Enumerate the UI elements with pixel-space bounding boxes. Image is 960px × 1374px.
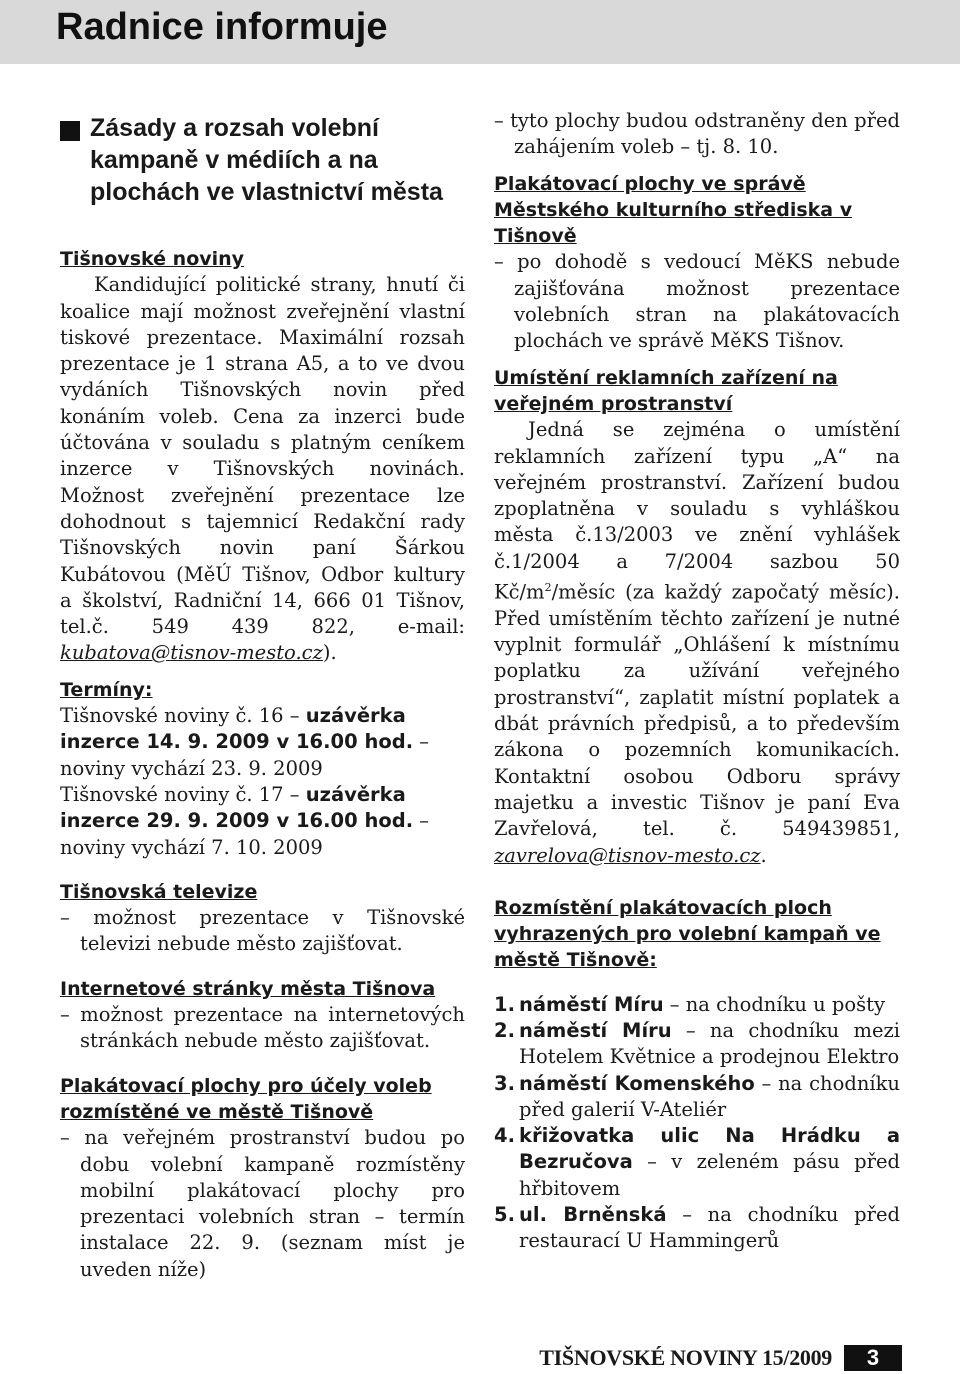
internet-text: – možnost prezentace na internetových stránkách nebude město zajišťovat. xyxy=(60,1003,465,1053)
plakaty-text: – na veřejném prostranství budou po dobu volební kampaně rozmístěny mobilní plakátovací plochy pro prezentaci volebních stran – termín instalace 22. 9. (seznam míst je uveden níže) xyxy=(60,1126,465,1281)
location-place: náměstí Míru xyxy=(519,1019,672,1042)
page-footer xyxy=(539,1344,902,1372)
noviny-paragraph xyxy=(60,272,465,666)
section-title-plakaty: Plakátovací plochy pro účely voleb rozmístěné ve městě Tišnově xyxy=(60,1074,432,1123)
televize-text: – možnost prezentace v Tišnovské televizi nebude město zajišťovat. xyxy=(60,906,465,956)
section-title-rozmisteni: Rozmístění plakátovacích ploch vyhrazených pro volební kampaň ve městě Tišnově: xyxy=(494,896,881,972)
reklama-text-cont: /měsíc (za každý započatý měsíc). Před umístěním těchto zařízení je nutné vyplnit formulář „Ohlášení k místnímu poplatku za užívání veřejného prostranství“, zaplatit místní poplatek a dbát právních předpisů, a to především zákona o pozemních komunikacích. Kontaktní osobou Odboru správy majetku a investic Tišnov je paní Eva Zavřelová, tel. č. 549439851, xyxy=(494,580,900,841)
location-desc: – na chodníku u pošty xyxy=(663,992,886,1016)
list-number: 2. xyxy=(494,1019,515,1042)
right-column xyxy=(494,108,900,1255)
list-number: 3. xyxy=(494,1071,515,1095)
square-bullet-icon xyxy=(60,121,80,141)
noviny-text-end: ). xyxy=(322,641,337,665)
page-title: Radnice informuje xyxy=(56,6,388,48)
section-title-noviny: Tišnovské noviny xyxy=(60,248,245,270)
list-item xyxy=(494,1018,900,1071)
termin-deadline: uzávěrka inzerce 29. 9. 2009 v 16.00 hod. xyxy=(60,782,414,833)
list-item xyxy=(494,992,900,1018)
list-item xyxy=(494,1071,900,1124)
termin-release: – noviny vychází 7. 10. 2009 xyxy=(60,809,430,859)
location-place: náměstí Míru xyxy=(519,992,664,1016)
location-list xyxy=(494,992,900,1255)
page-header xyxy=(0,0,960,64)
location-place: křižovatka ulic Na Hrádku a Bezručova xyxy=(519,1124,900,1174)
reklama-text: Jedná se zejména o umístění reklamních zařízení typu „A“ na veřejném prostranství. Zařízení budou zpoplatněna v souladu s vyhláškou města č.13/2003 ve znění vyhlášek č.1/2004 a 7/2004 sazbou 50 Kč/m xyxy=(494,418,900,604)
list-item xyxy=(494,1123,900,1202)
section-title-reklama: Umístění reklamních zařízení na veřejném prostranství xyxy=(494,366,838,415)
page-number: 3 xyxy=(844,1345,902,1371)
section-title-internet: Internetové stránky města Tišnova xyxy=(60,977,436,1000)
reklama-text-end: . xyxy=(760,843,767,867)
termin-item xyxy=(60,782,465,861)
location-place: ul. Brněnská xyxy=(519,1203,667,1227)
termin-release: – noviny vychází 23. 9. 2009 xyxy=(60,730,430,780)
article-heading xyxy=(60,112,465,208)
list-number: 4. xyxy=(494,1124,515,1148)
list-number: 5. xyxy=(494,1203,515,1227)
location-desc: – na chodníku mezi Hotelem Květnice a prodejnou Elektro xyxy=(519,1019,900,1069)
location-desc: – na chodníku před restaurací U Hammingerů xyxy=(519,1203,901,1253)
noviny-text: Kandidující politické strany, hnutí či koalice mají možnost zveřejnění vlastní tiskové prezentace. Maximální rozsah prezentace je 1 strana A5, a to ve dvou vydáních Tišnovských novin před konáním voleb. Cena za inzerci bude účtována v souladu s platným ceníkem inzerce v Tišnovských novinách. Možnost zveřejnění prezentace lze dohodnout s tajemnicí Redakční rady Tišnovských novin paní Šárkou Kubátovou (MěÚ Tišnov, Odbor kultury a školství, Radniční 14, 666 01 Tišnov, tel.č. 549 439 822, e-mail: xyxy=(60,273,465,639)
location-desc: – v zeleném pásu před hřbitovem xyxy=(519,1150,900,1200)
left-column xyxy=(60,108,465,1283)
meks-text: – po dohodě s vedoucí MěKS nebude zajišťována možnost prezentace volebních stran na plakátovacích plochách ve správě MěKS Tišnov. xyxy=(494,250,900,353)
list-number: 1. xyxy=(494,992,515,1016)
reklama-paragraph xyxy=(494,417,900,869)
section-title-terminy: Termíny: xyxy=(60,678,153,701)
termin-issue: Tišnovské noviny č. 16 – xyxy=(60,704,306,728)
superscript: 2 xyxy=(544,581,552,595)
publication-name: TIŠNOVSKÉ NOVINY 15/2009 xyxy=(539,1345,832,1370)
termin-issue: Tišnovské noviny č. 17 – xyxy=(60,782,306,806)
email-link-zavrelova[interactable]: zavrelova@tisnov-mesto.cz xyxy=(494,843,761,867)
location-place: náměstí Komenského xyxy=(519,1071,755,1095)
continued-text: – tyto plochy budou odstraněny den před zahájením voleb – tj. 8. 10. xyxy=(494,109,900,159)
list-item xyxy=(494,1202,900,1255)
section-title-televize: Tišnovská televize xyxy=(60,880,258,903)
termin-deadline: uzávěrka inzerce 14. 9. 2009 v 16.00 hod. xyxy=(60,704,414,754)
location-desc: – na chodníku před galerií V-Ateliér xyxy=(519,1071,900,1121)
section-title-meks: Plakátovací plochy ve správě Městského kulturního střediska v Tišnově xyxy=(494,172,853,248)
article-heading-text: Zásady a rozsah volební kampaně v médiích a na plochách ve vlastnictví města xyxy=(90,114,443,206)
termin-item xyxy=(60,703,465,782)
email-link-kubatova[interactable]: kubatova@tisnov-mesto.cz xyxy=(60,641,323,665)
